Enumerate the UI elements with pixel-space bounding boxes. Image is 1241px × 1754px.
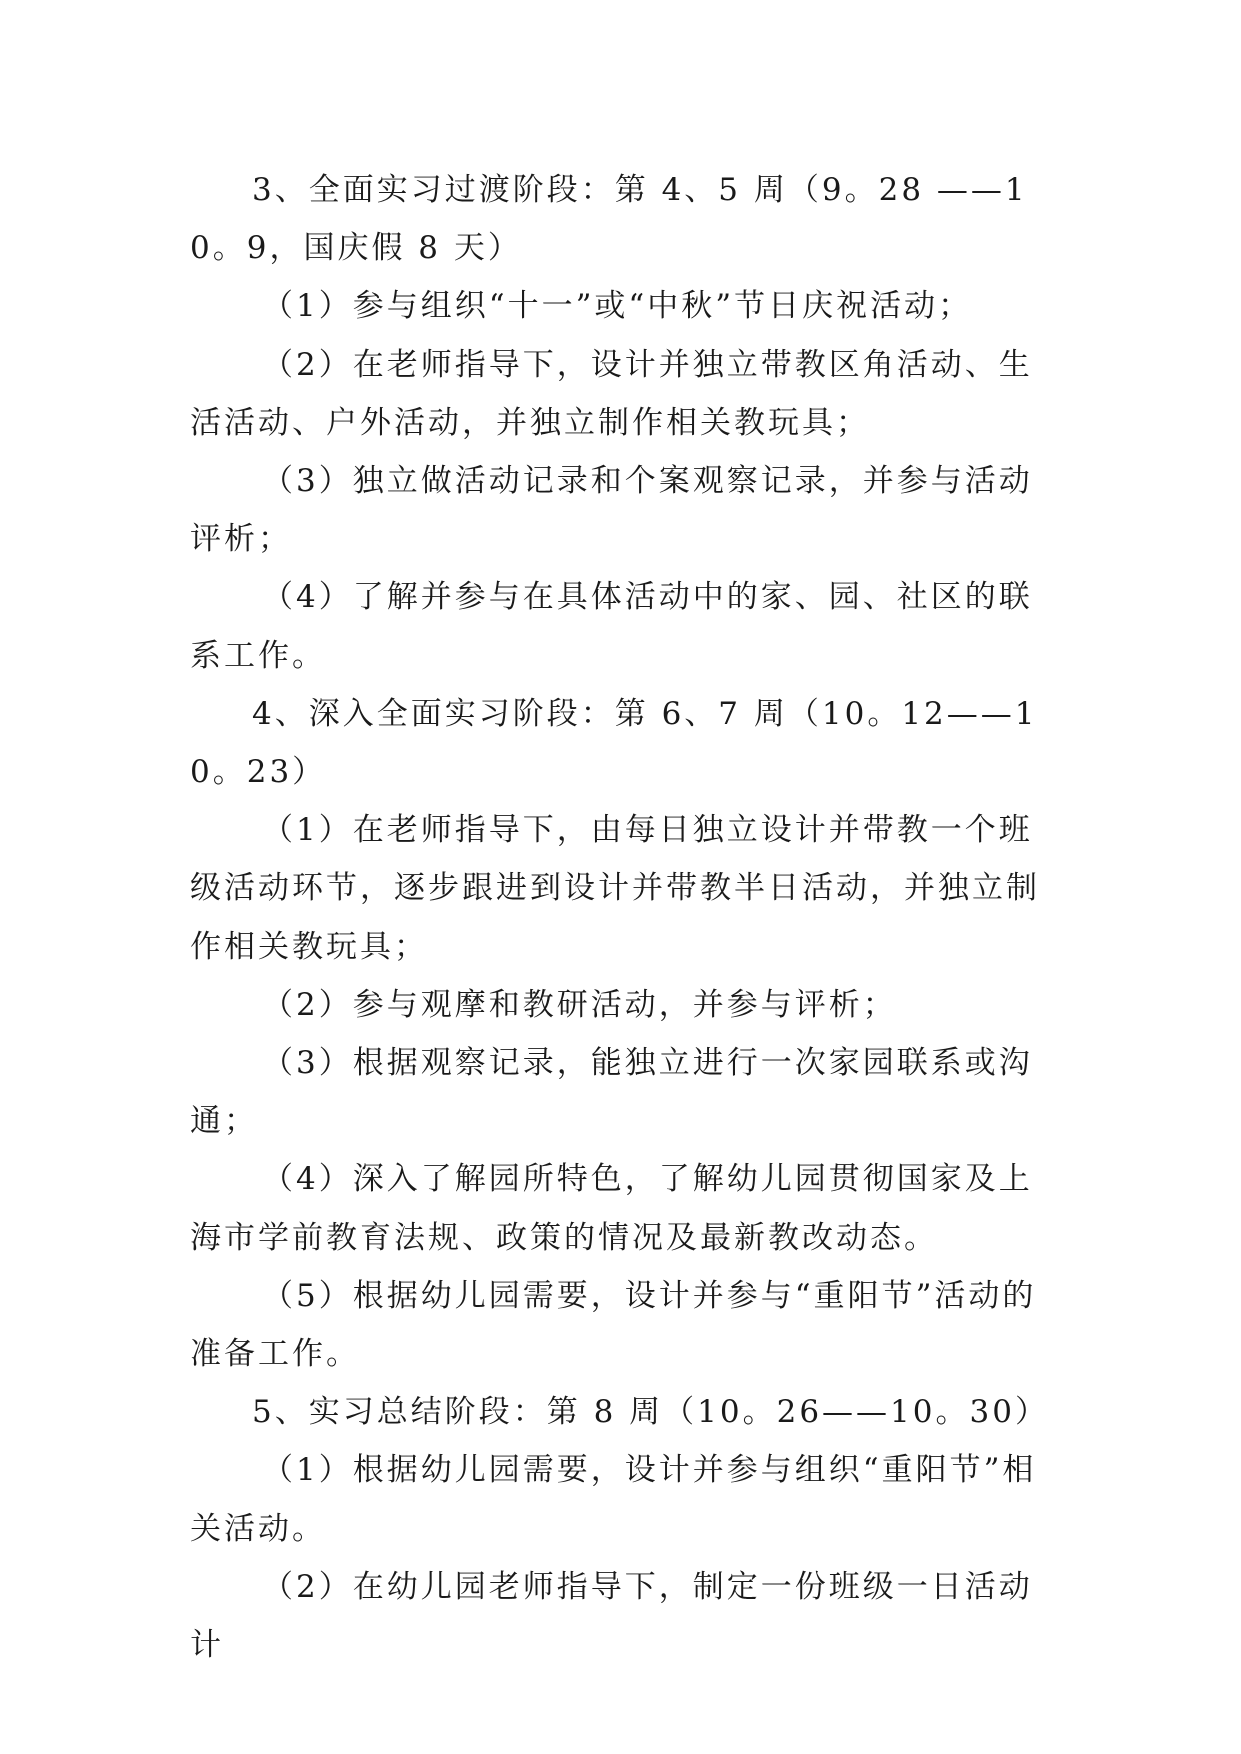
- document-body: [190, 161, 1050, 1674]
- list-item: （1）根据幼儿园需要，设计并参与组织“重阳节”相关活动。: [190, 1452, 1037, 1547]
- list-item: （4）深入了解园所特色，了解幼儿园贯彻国家及上海市学前教育法规、政策的情况及最新教改动态。: [190, 1161, 1033, 1256]
- section-heading-4: 4、深入全面实习阶段：第 6、7 周（10。12——10。23）: [190, 695, 1038, 791]
- list-item: （2）在幼儿园老师指导下，制定一份班级一日活动计: [190, 1568, 1033, 1664]
- list-item: （5）根据幼儿园需要，设计并参与“重阳节”活动的准备工作。: [190, 1277, 1037, 1373]
- list-item: （1）在老师指导下，由每日独立设计并带教一个班级活动环节，逐步跟进到设计并带教半日活动，并独立制作相关教玩具；: [190, 812, 1040, 965]
- list-item: （1）参与组织“十一”或“中秋”节日庆祝活动；: [262, 288, 973, 325]
- list-item: （2）参与观摩和教研活动，并参与评析；: [262, 986, 897, 1023]
- list-item: （3）根据观察记录，能独立进行一次家园联系或沟通；: [190, 1045, 1033, 1140]
- section-heading-5: 5、实习总结阶段：第 8 周（10。26——10。30）: [252, 1394, 1049, 1431]
- section-heading-3: 3、全面实习过渡阶段：第 4、5 周（9。28 ——10。9，国庆假 8 天）: [190, 172, 1028, 267]
- list-item: （4）了解并参与在具体活动中的家、园、社区的联系工作。: [190, 579, 1033, 674]
- list-item: （3）独立做活动记录和个案观察记录，并参与活动评析；: [190, 463, 1033, 558]
- list-item: （2）在老师指导下，设计并独立带教区角活动、生活活动、户外活动，并独立制作相关教玩具；: [190, 346, 1033, 441]
